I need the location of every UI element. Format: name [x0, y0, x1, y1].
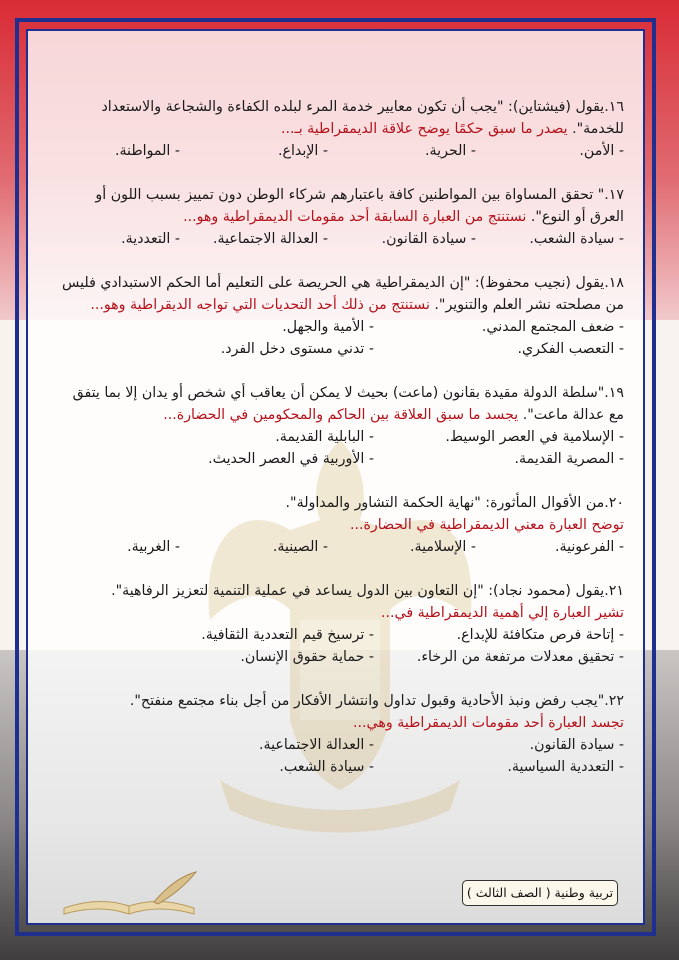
question-18 — [44, 272, 624, 360]
option: - تدني مستوى دخل الفرد. — [220, 341, 374, 357]
options-row — [44, 448, 624, 470]
option: - الحرية. — [425, 143, 476, 159]
option: - الإسلامية في العصر الوسيط. — [445, 429, 624, 445]
option: - المواطنة. — [114, 143, 180, 159]
question-prompt: يصدر ما سبق حكمًا يوضح علاقة الديمقراطية بـ... — [281, 121, 573, 137]
option: - ضعف المجتمع المدني. — [481, 319, 624, 335]
options-row — [44, 756, 624, 778]
option: - الأمن. — [579, 143, 624, 159]
question-16 — [44, 96, 624, 162]
footer-label: تربية وطنية ( الصف الثالث ) — [462, 880, 618, 906]
option: - التعصب الفكري. — [517, 341, 624, 357]
option: - تحقيق معدلات مرتفعة من الرخاء. — [416, 649, 624, 665]
question-text: ١٧." تحقق المساواة بين المواطنين كافة باعتبارهم شركاء الوطن دون تمييز بسبب اللون أو — [95, 187, 624, 203]
question-prompt: نستنتج من العبارة السابقة أحد مقومات الديمقراطية وهو... — [183, 209, 531, 225]
options-row — [44, 536, 624, 558]
option: - إتاحة فرص متكافئة للإبداع. — [456, 627, 624, 643]
options-row — [44, 624, 624, 646]
question-prompt: تشير العبارة إلي أهمية الديمقراطية في... — [381, 605, 624, 621]
option: - الصينية. — [272, 539, 328, 555]
question-text: ٢١.يقول (محمود نجاد): "إن التعاون بين الدول يساعد في عملية التنمية لتعزيز الرفاهية". — [111, 583, 624, 599]
question-prompt: نستنتج من ذلك أحد التحديات التي تواجه الديقراطية وهو... — [90, 297, 435, 313]
option: - الفرعونية. — [554, 539, 624, 555]
question-text: ٢٢."يجب رفض ونبذ الأحادية وقبول تداول وانتشار الأفكار من أجل بناء مجتمع منفتح". — [129, 693, 624, 709]
option: - الأمية والجهل. — [282, 319, 374, 335]
option: - الأوربية في العصر الحديث. — [208, 451, 374, 467]
question-lead: للخدمة". — [572, 121, 624, 137]
options-row — [44, 734, 624, 756]
option: - التعددية. — [121, 231, 180, 247]
option: - الإسلامية. — [409, 539, 476, 555]
question-22 — [44, 690, 624, 778]
question-text: ١٨.يقول (نجيب محفوظ): "إن الديمقراطية هي الحريصة على التعليم أما الحكم الاستبدادي فليس — [62, 275, 624, 291]
question-text: ٢٠.من الأقوال المأثورة: "نهاية الحكمة التشاور والمداولة". — [285, 495, 624, 511]
question-lead: من مصلحته نشر العلم والتنوير". — [434, 297, 624, 313]
options-row — [44, 228, 624, 250]
options-row — [44, 426, 624, 448]
questions-list — [44, 96, 624, 800]
option: - سيادة الشعب. — [529, 231, 624, 247]
option: - المصرية القديمة. — [514, 451, 624, 467]
option: - الإبداع. — [278, 143, 328, 159]
question-text: ١٩."سلطة الدولة مقيدة بقانون (ماعت) بحيث لا يمكن أن يعاقب أي شخص أو يدان إلا بما يتفق — [72, 385, 624, 401]
options-row — [44, 338, 624, 360]
options-row — [44, 140, 624, 162]
book-quill-icon — [54, 868, 204, 920]
option: - سيادة الشعب. — [279, 759, 374, 775]
option: - البابلية القديمة. — [275, 429, 374, 445]
question-prompt: يجسد ما سبق العلاقة بين الحاكم والمحكومين في الحضارة... — [163, 407, 523, 423]
question-19 — [44, 382, 624, 470]
option: - ترسيخ قيم التعددية الثقافية. — [201, 627, 374, 643]
option: - التعددية السياسية. — [507, 759, 624, 775]
question-21 — [44, 580, 624, 668]
option: - سيادة القانون. — [381, 231, 476, 247]
option: - الغربية. — [127, 539, 180, 555]
question-text: ١٦.يقول (فيشتاين): "يجب أن تكون معايير خدمة المرء لبلده الكفاءة والشجاعة والاستعداد — [101, 99, 624, 115]
question-20 — [44, 492, 624, 558]
option: - العدالة الاجتماعية. — [258, 737, 374, 753]
question-prompt: تجسد العبارة أحد مقومات الديمقراطية وهي... — [353, 715, 624, 731]
question-17 — [44, 184, 624, 250]
option: - سيادة القانون. — [529, 737, 624, 753]
question-lead: العرق أو النوع". — [530, 209, 624, 225]
options-row — [44, 316, 624, 338]
option: - حماية حقوق الإنسان. — [240, 649, 374, 665]
question-lead: مع عدالة ماعت". — [522, 407, 624, 423]
options-row — [44, 646, 624, 668]
option: - العدالة الاجتماعية. — [212, 231, 328, 247]
question-prompt: توضح العبارة معني الديمقراطية في الحضارة... — [349, 517, 624, 533]
